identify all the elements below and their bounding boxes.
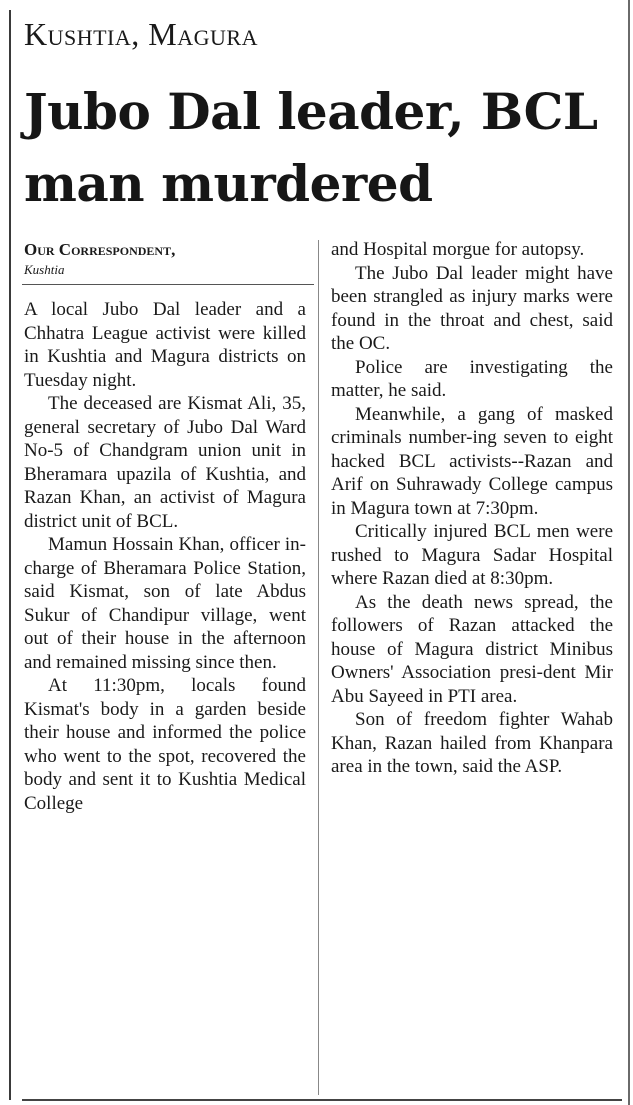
column-divider: [318, 240, 319, 1095]
left-border-rule: [9, 10, 11, 1100]
paragraph: At 11:30pm, locals found Kismat's body in a garden beside their house and informed the police who went to the spot, recovered the body and sent it to Kushtia Medical College: [24, 675, 306, 814]
byline-place: Kushtia: [24, 262, 65, 277]
paragraph: A local Jubo Dal leader and a Chhatra League activist were killed in Kushtia and Magura districts on Tuesday night.: [24, 299, 306, 391]
paragraph: Critically injured BCL men were rushed to Magura Sadar Hospital where Razan died at 8:30pm.: [331, 521, 613, 589]
headline: [24, 76, 624, 220]
paragraph: Mamun Hossain Khan, officer in-charge of Bheramara Police Station, said Kismat, son of late Abdus Sukur of Chandipur village, went out of their house in the afternoon and remained missing since then.: [24, 534, 306, 673]
paragraph: Police are investigating the matter, he said.: [331, 356, 613, 401]
headline-line-2: man murdered: [24, 154, 433, 213]
paragraph: Meanwhile, a gang of masked criminals number-ing seven to eight hacked BCL activists--Razan and Arif on Suhrawady College campus in Magura town at 7:30pm.: [331, 403, 613, 519]
byline-author: Our Correspondent,: [24, 240, 176, 259]
article-column-left: [24, 298, 306, 815]
paragraph: and Hospital morgue for autopsy.: [331, 239, 585, 260]
bottom-border-rule: [22, 1099, 622, 1101]
paragraph: The deceased are Kismat Ali, 35, general secretary of Jubo Dal Ward No-5 of Chandgram union unit in Bheramara upazila of Kushtia, and Razan Khan, an activist of Magura district unit of BCL.: [24, 393, 306, 532]
location-kicker: Kushtia, Magura: [24, 16, 258, 52]
paragraph: As the death news spread, the followers of Razan attacked the house of Magura district Minibus Owners' Association presi-dent Mir Abu Sayeed in PTI area.: [331, 591, 613, 707]
paragraph: Son of freedom fighter Wahab Khan, Razan hailed from Khanpara area in the town, said the ASP.: [331, 709, 613, 777]
paragraph: The Jubo Dal leader might have been strangled as injury marks were found in the throat and chest, said the OC.: [331, 262, 613, 354]
right-border-rule: [628, 0, 630, 1105]
byline-divider: [22, 284, 314, 285]
article-column-right: [331, 238, 613, 779]
headline-line-1: Jubo Dal leader, BCL: [24, 82, 598, 141]
